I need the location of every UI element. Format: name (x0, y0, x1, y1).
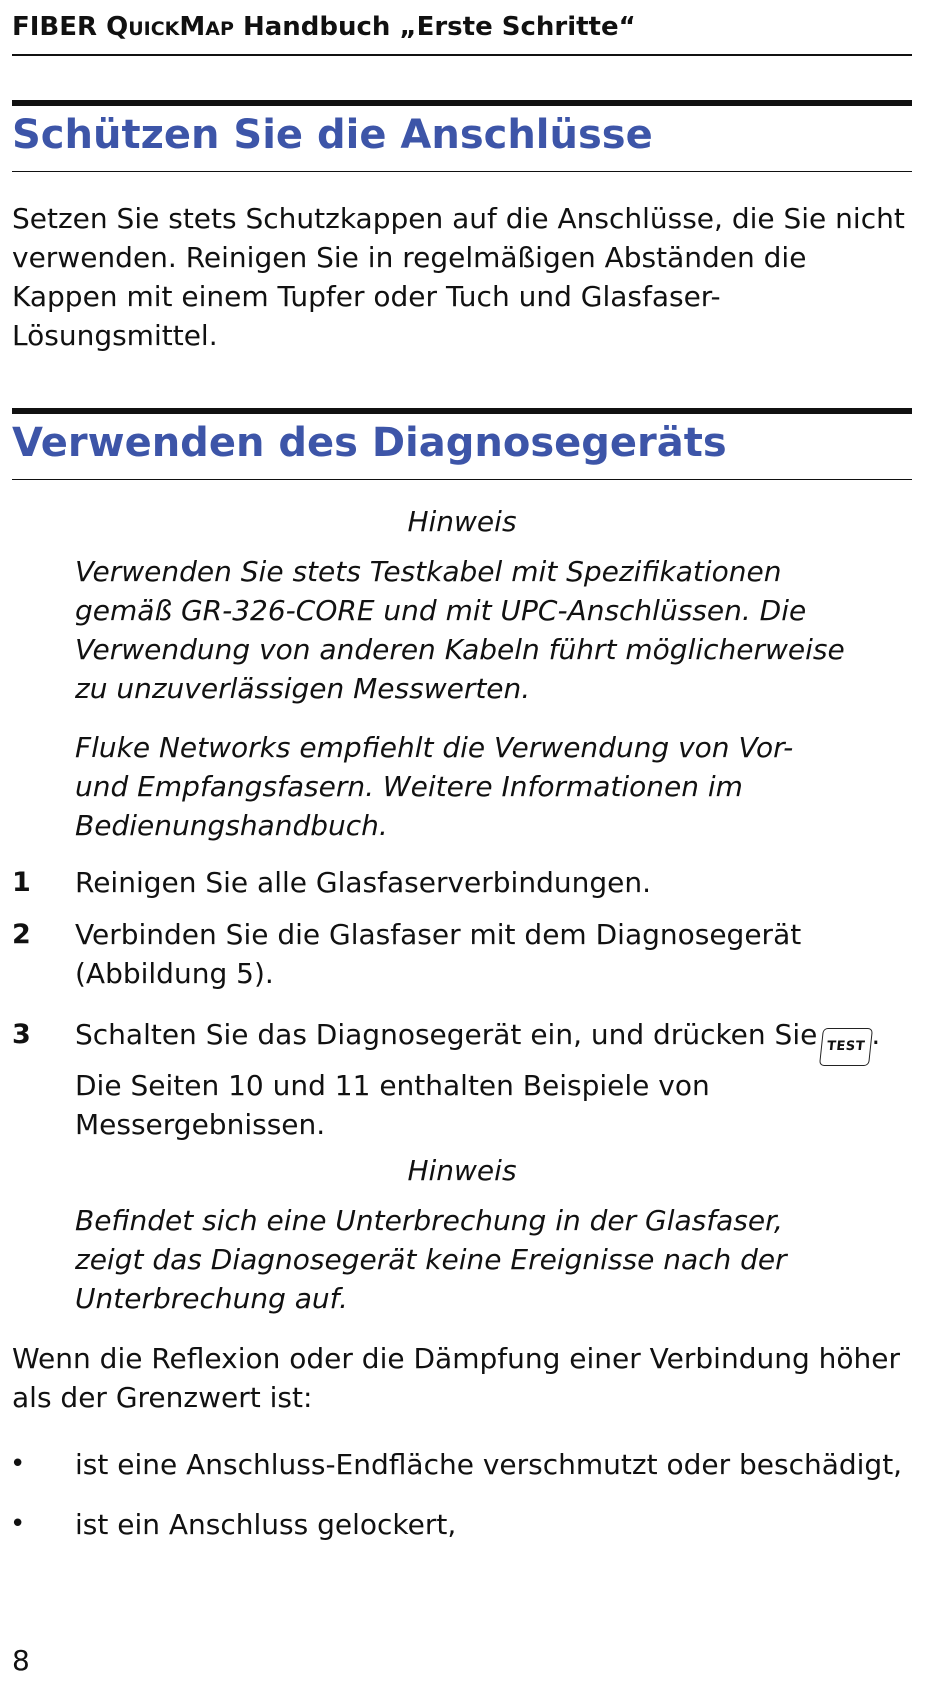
body-paragraph: Wenn die Reflexion oder die Dämpfung einer Verbindung höher als der Grenzwert ist: (12, 1342, 900, 1414)
step-text-after-key: . Die Seiten 10 und 11 enthalten Beispiele von Messergebnissen. (75, 1018, 881, 1141)
header-brand-map-initial: M (179, 12, 206, 42)
step-text: Reinigen Sie alle Glasfaserverbindungen. (75, 866, 651, 899)
section-rule-bottom (12, 479, 912, 480)
header-brand-quick-rest: UICK (128, 18, 180, 40)
step-number: 3 (12, 1019, 31, 1050)
header-brand-fiber: FIBER (12, 12, 98, 42)
section-title-protect-connectors: Schützen Sie die Anschlüsse (12, 112, 653, 158)
header-brand-map-rest: AP (205, 18, 234, 40)
header-title: Handbuch „Erste Schritte“ (242, 12, 636, 42)
step-number: 2 (12, 919, 31, 950)
note-paragraph: Verwenden Sie stets Testkabel mit Spezifikationen gemäß GR-326-CORE und mit UPC-Anschlüssen. Die Verwendung von anderen Kabeln führt möglicherweise zu unzuverlässigen Messwerten. (75, 555, 845, 705)
step-text (75, 1015, 895, 1144)
running-header (12, 10, 912, 56)
step-text-before-key: Schalten Sie das Diagnosegerät ein, und drücken Sie (75, 1018, 818, 1051)
bullet-item: ist eine Anschluss-Endfläche verschmutzt oder beschädigt, (75, 1448, 903, 1481)
section1-body: Setzen Sie stets Schutzkappen auf die Anschlüsse, die Sie nicht verwenden. Reinigen Sie in regelmäßigen Abständen die Kappen mit einem Tupfer oder Tuch und Glasfaser-Lösungsmittel. (12, 202, 905, 352)
bullet-item: ist ein Anschluss gelockert, (75, 1508, 457, 1541)
section-rule-top (12, 100, 912, 106)
page-number: 8 (12, 1644, 30, 1677)
note-heading: Hinweis (407, 505, 517, 538)
test-key-icon: TEST (819, 1028, 873, 1066)
note-paragraph: Fluke Networks empfiehlt die Verwendung von Vor- und Empfangsfasern. Weitere Informationen im Bedienungshandbuch. (75, 731, 794, 842)
section-title-using-tester: Verwenden des Diagnosegeräts (12, 420, 727, 466)
bullet-marker: • (10, 1509, 26, 1539)
note-heading: Hinweis (407, 1154, 517, 1187)
note-paragraph: Befindet sich eine Unterbrechung in der Glasfaser, zeigt das Diagnosegerät keine Ereignisse nach der Unterbrechung auf. (75, 1204, 787, 1315)
step-text: Verbinden Sie die Glasfaser mit dem Diagnosegerät (Abbildung 5). (75, 918, 802, 990)
section-rule-bottom (12, 171, 912, 172)
step-number: 1 (12, 867, 31, 898)
bullet-marker: • (10, 1449, 26, 1479)
header-brand-quick-initial: Q (106, 12, 129, 42)
section-rule-top (12, 408, 912, 414)
